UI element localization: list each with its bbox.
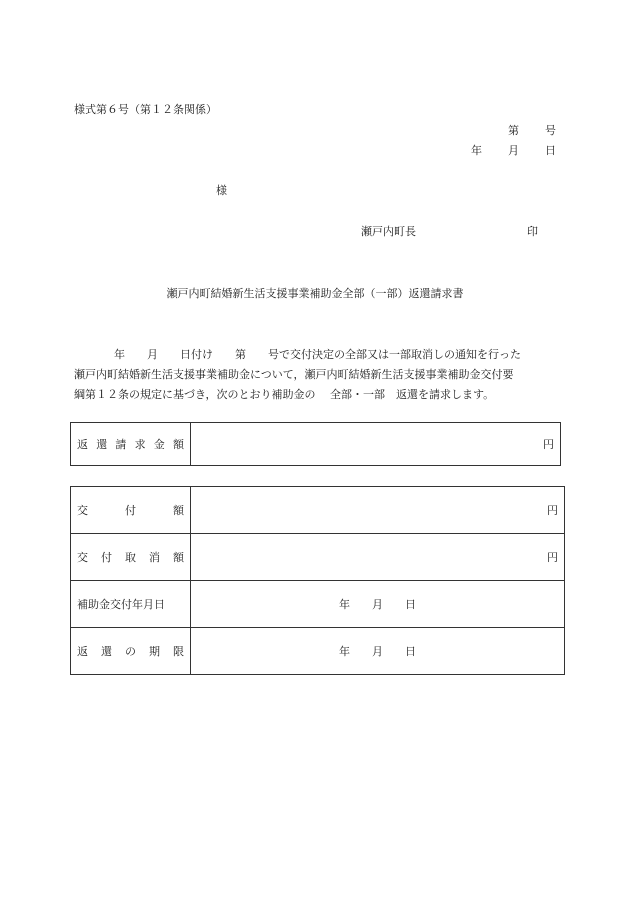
cancel-amount-label [71,534,191,581]
label-text: 交 付 額 [77,504,184,517]
document-title: 瀬戸内町結婚新生活支援事業補助金全部（一部）返還請求書 [166,287,464,300]
addressee: 様 [216,184,227,197]
body-text [74,345,558,405]
grant-date-label [71,581,191,628]
table-row [71,423,561,466]
date-day: 日 [545,144,556,157]
body-line-2: 瀬戸内町結婚新生活支援事業補助金について，瀬戸内町結婚新生活支援事業補助金交付要 [74,368,514,381]
seal-mark: 印 [527,225,538,238]
label-text: 返 還 の 期 限 [77,645,184,658]
date-placeholder: 年 月 日 [339,645,416,658]
table-row [71,487,565,534]
label-text: 補助金交付年月日 [77,598,165,611]
refund-amount-label [71,423,191,466]
refund-amount-field[interactable] [191,423,561,466]
doc-number-prefix: 第 [508,124,519,137]
grant-date-field[interactable] [191,581,565,628]
body-line-1: 年 月 日付け 第 号で交付決定の全部又は一部取消しの通知を行った [114,348,521,361]
date-month: 月 [508,144,519,157]
document-date [471,145,556,156]
deadline-field[interactable] [191,628,565,675]
cancel-amount-field[interactable] [191,534,565,581]
table-row [71,581,565,628]
doc-number-suffix: 号 [545,124,556,137]
table-row [71,628,565,675]
table-row [71,534,565,581]
label-text: 返 還 請 求 金 額 [77,438,184,451]
refund-amount-table [70,422,561,466]
date-placeholder: 年 月 日 [339,598,416,611]
date-year: 年 [471,144,482,157]
details-table [70,486,565,675]
sender-name: 瀬戸内町長 [361,225,416,238]
form-number: 様式第６号（第１２条関係） [74,103,217,116]
grant-amount-label [71,487,191,534]
document-number [508,125,556,136]
grant-amount-field[interactable] [191,487,565,534]
yen-unit: 円 [547,551,558,564]
yen-unit: 円 [547,504,558,517]
label-text: 交 付 取 消 額 [77,551,184,564]
body-line-3: 綱第１２条の規定に基づき，次のとおり補助金の 全部・一部 返還を請求します。 [74,388,495,401]
deadline-label [71,628,191,675]
yen-unit: 円 [543,438,554,451]
